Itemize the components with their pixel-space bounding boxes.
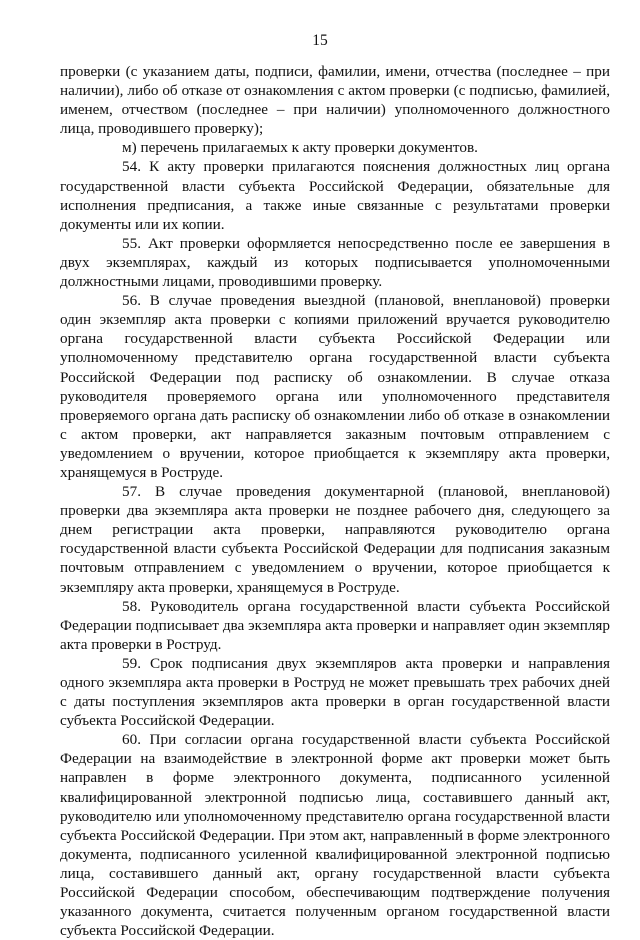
paragraph-clause-58: 58. Руководитель органа государственной власти субъекта Российской Федерации подписывает два экземпляра акта проверки и направляет один экземпляр акта проверки в Роструд. <box>60 597 610 653</box>
page-number: 15 <box>312 32 328 49</box>
paragraph-clause-56: 56. В случае проведения выездной (плановой, внеплановой) проверки один экземпляр акта проверки с копиями приложений вручается руководителю органа государственной власти субъекта Российской Федерации или уполномоченному представителю органа государственной власти субъекта Российской Федерации под расписку об ознакомлении. В случае отказа руководителя проверяемого органа или уполномоченного представителя проверяемого органа дать расписку об ознакомлении либо об отказе в ознакомлении с актом проверки, акт направляется заказным почтовым отправлением с уведомлением о вручении, которое приобщается к экземпляру акта проверки, хранящемуся в Роструде. <box>60 292 610 481</box>
document-body <box>60 62 610 940</box>
paragraph-clause-55: 55. Акт проверки оформляется непосредственно после ее завершения в двух экземплярах, каждый из которых подписывается уполномоченными должностными лицами, проводившими проверку. <box>60 234 610 291</box>
paragraph-clause-59: 59. Срок подписания двух экземпляров акта проверки и направления одного экземпляра акта проверки в Роструд не может превышать трех рабочих дней с даты поступления экземпляров акта проверки в орган государственной власти субъекта Российской Федерации. <box>60 654 610 730</box>
paragraph-item-m: м) перечень прилагаемых к акту проверки документов. <box>122 139 478 157</box>
paragraph-continuation: проверки (с указанием даты, подписи, фамилии, имени, отчества (последнее – при наличии), либо об отказе от ознакомления с актом проверки (с подписью, фамилией, именем, отчеством (последнее – при наличии) уполномоченного должностного лица, проводившего проверку); <box>60 63 610 138</box>
paragraph-clause-54: 54. К акту проверки прилагаются пояснения должностных лиц органа государственной власти субъекта Российской Федерации, обязательные для исполнения предписания, а также иные связанные с результатами проверки документы или их копии. <box>60 158 610 233</box>
paragraph-clause-57: 57. В случае проведения документарной (плановой, внеплановой) проверки два экземпляра акта проверки не позднее рабочего дня, следующего за днем регистрации акта проверки, направляются руководителю органа государственной власти субъекта Российской Федерации для подписания заказным почтовым отправлением с уведомлением о вручении, которое приобщается к экземпляру акта проверки, хранящемуся в Роструде. <box>60 483 610 596</box>
paragraph-clause-60: 60. При согласии органа государственной власти субъекта Российской Федерации на взаимодействие в электронной форме акт проверки может быть направлен в форме электронного документа, подписанного усиленной квалифицированной электронной подписью лица, составившего данный акт, руководителю или уполномоченному представителю органа государственной власти субъекта Российской Федерации. При этом акт, направленный в форме электронного документа, подписанного усиленной квалифицированной электронной подписью лица, составившего данный акт, органу государственной власти субъекта Российской Федерации способом, обеспечивающим подтверждение получения указанного документа, считается полученным органом государственной власти субъекта Российской Федерации. <box>60 731 610 940</box>
